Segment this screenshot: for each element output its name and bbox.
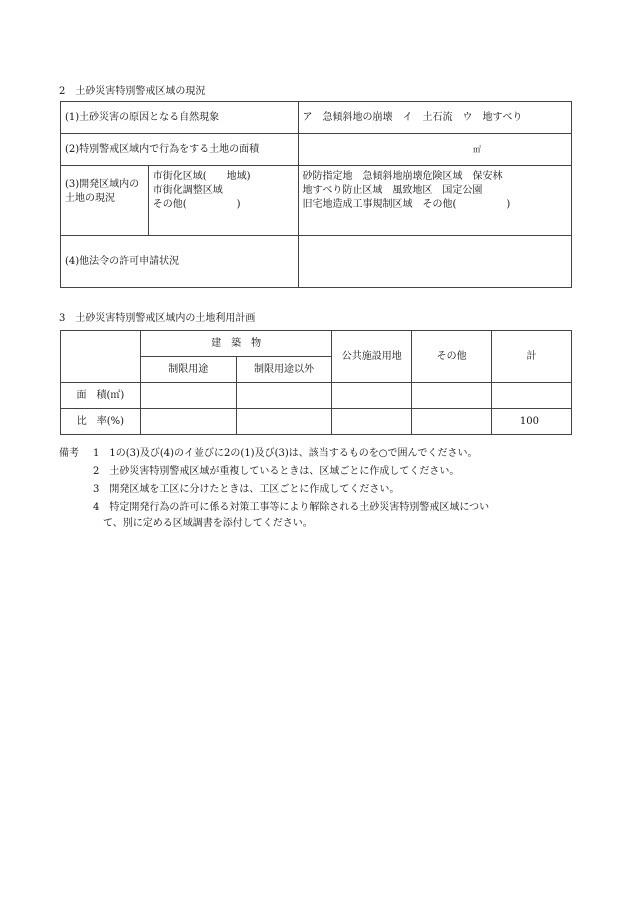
area-total-cell[interactable] bbox=[492, 383, 572, 409]
designated-area-line3: 旧宅地造成工事規制区域 その他( ) bbox=[302, 199, 511, 210]
header-total: 計 bbox=[492, 331, 572, 383]
section2-title: 2 土砂災害特別警戒区域の現況 bbox=[59, 86, 206, 97]
area-non-restricted-cell[interactable] bbox=[236, 383, 332, 409]
table-row bbox=[61, 383, 572, 409]
area-restricted-cell[interactable] bbox=[140, 383, 236, 409]
land-use-plan-table bbox=[60, 330, 572, 435]
header-non-restricted-use: 制限用途以外 bbox=[236, 357, 332, 383]
area-label: (2)特別警戒区域内で行為をする土地の面積 bbox=[61, 134, 299, 166]
note-item: 1 1の(3)及び(4)のイ並びに2の(1)及び(3)は、該当するものを○で囲んでください。 bbox=[93, 448, 478, 459]
designated-area-line1: 砂防指定地 急傾斜地崩壊危険区域 保安林 bbox=[302, 171, 503, 182]
note-item: 3 開発区域を工区に分けたときは、工区ごとに作成してください。 bbox=[93, 484, 400, 495]
area-unit[interactable]: ㎡ bbox=[298, 134, 571, 166]
ratio-non-restricted-cell[interactable] bbox=[236, 409, 332, 435]
other-permits-value[interactable] bbox=[298, 236, 571, 288]
table-row bbox=[61, 166, 572, 236]
notes-head: 備考 bbox=[59, 448, 79, 459]
current-status-table bbox=[60, 101, 572, 288]
other-zone: その他( ) bbox=[152, 199, 241, 210]
note-item-continued: て、別に定める区域調書を添付してください。 bbox=[103, 518, 313, 529]
table-row bbox=[61, 102, 572, 134]
natural-phenomenon-value[interactable]: ア 急傾斜地の崩壊 イ 土石流 ウ 地すべり bbox=[298, 102, 571, 134]
other-permits-label: (4)他法令の許可申請状況 bbox=[61, 236, 299, 288]
table-row bbox=[61, 134, 572, 166]
area-other-cell[interactable] bbox=[412, 383, 492, 409]
header-building: 建 築 物 bbox=[140, 331, 332, 357]
urbanization-control-area: 市街化調整区域 bbox=[152, 185, 223, 196]
section3-title: 3 土砂災害特別警戒区域内の土地利用計画 bbox=[59, 313, 256, 324]
land-status-zones[interactable] bbox=[148, 166, 298, 236]
land-status-label: (3)開発区域内の土地の現況 bbox=[61, 166, 149, 236]
designated-area-line2: 地すべり防止区域 風致地区 国定公園 bbox=[302, 185, 483, 196]
ratio-restricted-cell[interactable] bbox=[140, 409, 236, 435]
table-row bbox=[61, 409, 572, 435]
header-empty-cell bbox=[61, 331, 141, 383]
ratio-row-label: 比 率(%) bbox=[61, 409, 141, 435]
area-row-label: 面 積(㎡) bbox=[61, 383, 141, 409]
urbanization-area: 市街化区域( 地域) bbox=[152, 171, 251, 182]
ratio-other-cell[interactable] bbox=[412, 409, 492, 435]
header-public-facility: 公共施設用地 bbox=[332, 331, 412, 383]
header-other: その他 bbox=[412, 331, 492, 383]
header-restricted-use: 制限用途 bbox=[140, 357, 236, 383]
ratio-public-cell[interactable] bbox=[332, 409, 412, 435]
table-row bbox=[61, 236, 572, 288]
natural-phenomenon-label: (1)土砂災害の原因となる自然現象 bbox=[61, 102, 299, 134]
note-item: 2 土砂災害特別警戒区域が重複しているときは、区域ごとに作成してください。 bbox=[93, 466, 460, 477]
notes-list bbox=[93, 446, 573, 532]
note-item: 4 特定開発行為の許可に係る対策工事等により解除される土砂災害特別警戒区域につい bbox=[93, 502, 490, 513]
area-public-cell[interactable] bbox=[332, 383, 412, 409]
ratio-total-cell[interactable]: 100 bbox=[492, 409, 572, 435]
designated-areas[interactable] bbox=[298, 166, 571, 236]
table-header-row bbox=[61, 331, 572, 357]
